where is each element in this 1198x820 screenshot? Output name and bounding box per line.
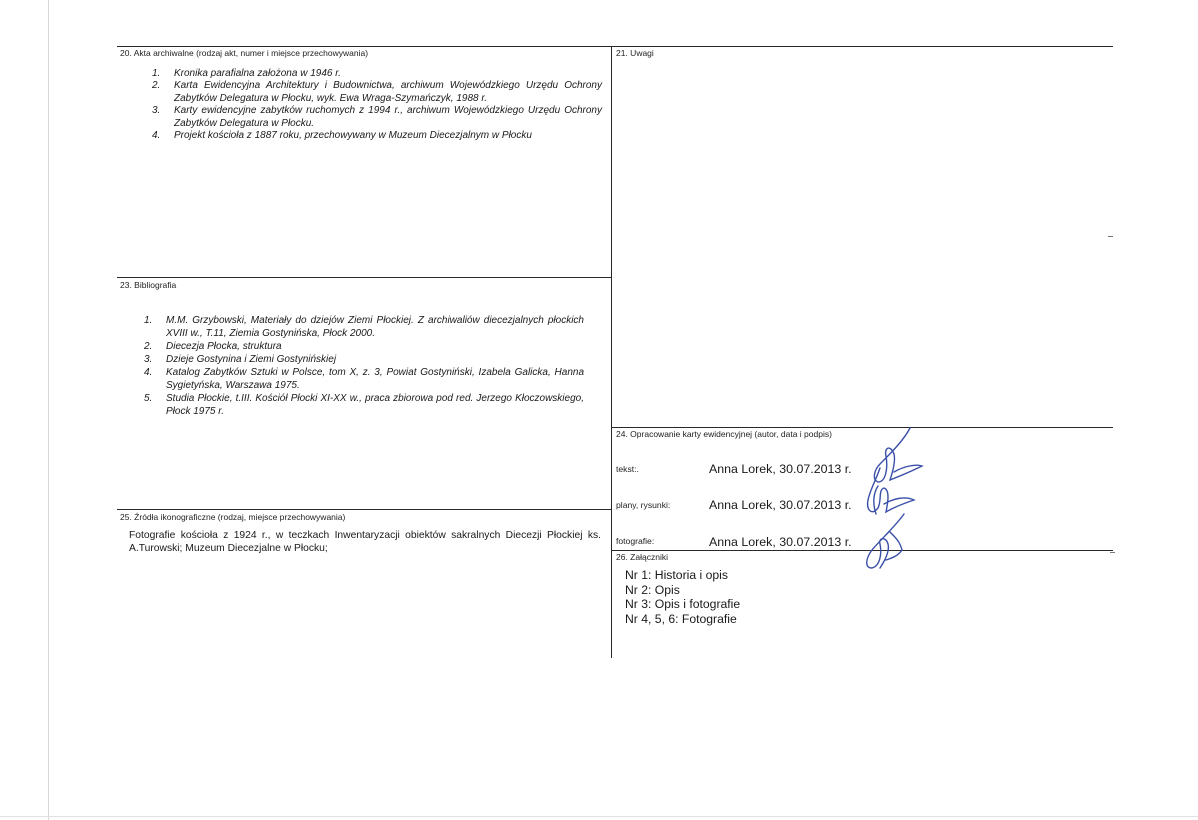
center-divider [611, 46, 612, 658]
list-item: 1. Kronika parafialna założona w 1946 r. [152, 68, 341, 79]
scan-speck [1108, 236, 1113, 237]
rule-section-25 [117, 509, 611, 510]
list-item: Nr 3: Opis i fotografie [625, 597, 741, 612]
author-label-photos: fotografie: [616, 536, 655, 546]
list-item: 5. Studia Płockie, t.III. Kościół Płocki XI-XX w., praca zbiorowa pod red. Jerzego Kłoczowskiego, Płock 1975 r. [144, 393, 584, 417]
list-item: 2. Diecezja Płocka, struktura [144, 341, 282, 352]
author-value-photos: Anna Lorek, 30.07.2013 r. [709, 535, 852, 549]
section-20-list [152, 68, 602, 142]
author-label-plans: plany, rysunki: [616, 500, 671, 510]
list-item: 1. M.M. Grzybowski, Materiały do dziejów Ziemi Płockiej. Z archiwaliów diecezjalnych płockich XVIII w., T.11, Ziemia Gostynińska, Płock 2000. [144, 315, 584, 339]
section-25-header: 25. Źródła ikonograficzne (rodzaj, miejsce przechowywania) [120, 512, 346, 522]
list-item: Nr 2: Opis [625, 582, 680, 597]
list-item: 3. Karty ewidencyjne zabytków ruchomych z 1994 r., archiwum Wojewódzkiego Urzędu Ochrony Zabytków Delegatura w Płocku. [152, 105, 602, 129]
scan-edge-left [48, 0, 49, 820]
section-21-header: 21. Uwagi [616, 48, 654, 58]
signature-3 [854, 512, 910, 572]
rule-section-23 [117, 277, 611, 278]
rule-section-24 [611, 427, 1113, 428]
section-26-header: 26. Załączniki [616, 552, 668, 562]
list-item: 3. Dzieje Gostynina i Ziemi Gostynińskiej [144, 354, 337, 365]
author-value-plans: Anna Lorek, 30.07.2013 r. [709, 498, 852, 512]
list-item: 2. Karta Ewidencyjna Architektury i Budownictwa, archiwum Wojewódzkiego Urzędu Ochrony Zabytków Delegatura w Płocku, wyk. Ewa Wraga-Szymańczyk, 1988 r. [152, 80, 602, 104]
section-20-header: 20. Akta archiwalne (rodzaj akt, numer i miejsce przechowywania) [120, 48, 369, 58]
section-23-list [144, 314, 584, 418]
list-item: 4. Katalog Zabytków Sztuki w Polsce, tom X, z. 3, Powiat Gostyniński, Izabela Galicka, Hanna Sygietyńska, Warszawa 1975. [144, 367, 584, 391]
section-26-list [625, 568, 740, 626]
list-item: Nr 1: Historia i opis [625, 568, 728, 582]
scan-edge-bottom [0, 816, 1198, 817]
top-rule [117, 46, 1113, 47]
scan-speck [1110, 552, 1115, 553]
author-label-text: tekst:. [616, 464, 639, 474]
list-item: 4. Projekt kościoła z 1887 roku, przechowywany w Muzeum Diecezjalnym w Płocku [152, 130, 532, 142]
section-24-header: 24. Opracowanie karty ewidencyjnej (autor, data i podpis) [616, 429, 832, 439]
section-25-text: Fotografie kościoła z 1924 r., w teczkach Inwentaryzacji obiektów sakralnych Diecezji Płockiej ks. A.Turowski; Muzeum Diecezjalne w Płocku; [129, 530, 601, 554]
list-item: Nr 4, 5, 6: Fotografie [625, 611, 737, 626]
author-value-text: Anna Lorek, 30.07.2013 r. [709, 462, 852, 476]
section-23-header: 23. Bibliografia [120, 280, 177, 290]
